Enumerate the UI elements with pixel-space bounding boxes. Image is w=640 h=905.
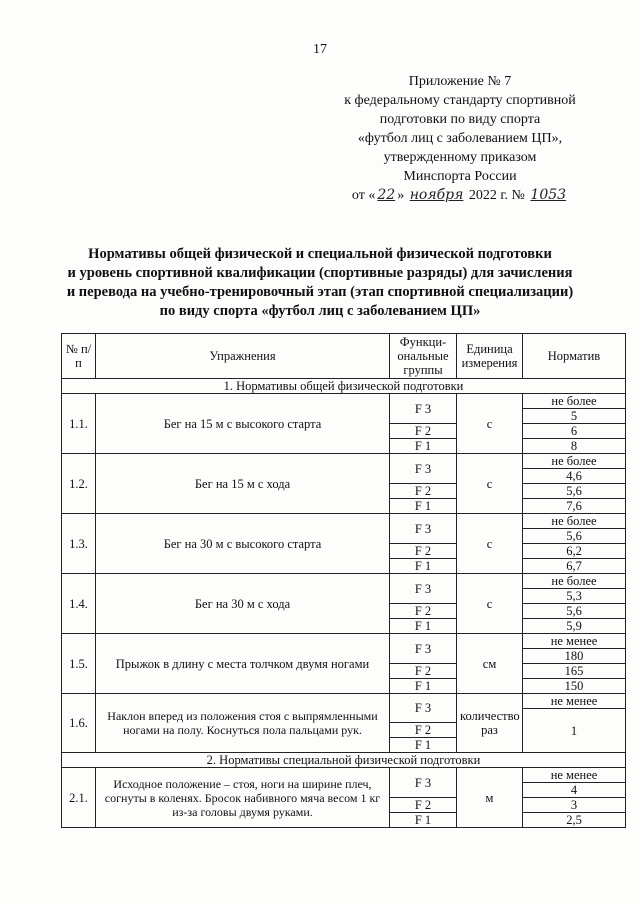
table-row	[62, 694, 626, 709]
row-group: F 1	[390, 679, 457, 694]
row-qualifier: не менее	[523, 694, 626, 709]
header-norm: Норматив	[523, 334, 626, 379]
row-num: 1.3.	[62, 514, 96, 574]
row-group: F 3	[390, 454, 457, 484]
section-row	[62, 753, 626, 768]
table-row	[62, 768, 626, 783]
appendix-line: к федеральному стандарту спортивной	[344, 93, 576, 108]
row-unit: с	[457, 454, 523, 514]
row-value: 180	[523, 649, 626, 664]
row-num: 1.1.	[62, 394, 96, 454]
row-qualifier: не более	[523, 514, 626, 529]
row-unit: с	[457, 574, 523, 634]
title-line: по виду спорта «футбол лиц с заболеванием ЦП»	[159, 303, 481, 319]
row-qualifier: не менее	[523, 768, 626, 783]
row-value: 7,6	[523, 499, 626, 514]
row-qualifier: не более	[523, 574, 626, 589]
row-value: 6,2	[523, 544, 626, 559]
row-group: F 1	[390, 499, 457, 514]
appendix-line: утвержденному приказом	[383, 150, 537, 165]
order-day: 22	[377, 187, 396, 203]
row-value: 6,7	[523, 559, 626, 574]
header-num: № п/п	[62, 334, 96, 379]
order-mid: »	[397, 188, 405, 203]
page-number: 17	[313, 42, 327, 57]
row-exercise: Бег на 15 м с хода	[96, 454, 390, 514]
row-value: 5,6	[523, 604, 626, 619]
row-exercise: Бег на 15 м с высокого старта	[96, 394, 390, 454]
order-year: 2022 г. №	[468, 188, 525, 203]
row-group: F 1	[390, 738, 457, 753]
header-unit: Единица измерения	[457, 334, 523, 379]
header-exercise: Упражнения	[96, 334, 390, 379]
appendix-line: подготовки по виду спорта	[379, 112, 541, 127]
row-value: 5,9	[523, 619, 626, 634]
row-unit: м	[457, 768, 523, 828]
row-group: F 2	[390, 484, 457, 499]
row-num: 1.6.	[62, 694, 96, 753]
row-value: 5,6	[523, 484, 626, 499]
row-group: F 1	[390, 619, 457, 634]
row-value: 4,6	[523, 469, 626, 484]
row-value: 3	[523, 798, 626, 813]
row-value: 150	[523, 679, 626, 694]
header-groups: Функци-ональные группы	[390, 334, 457, 379]
order-line	[310, 186, 610, 205]
row-exercise: Прыжок в длину с места толчком двумя ногами	[96, 634, 390, 694]
row-qualifier: не менее	[523, 634, 626, 649]
document-title	[40, 245, 600, 321]
appendix-line: Минспорта России	[403, 169, 517, 184]
row-value: 5,3	[523, 589, 626, 604]
row-value: 8	[523, 439, 626, 454]
row-unit: количество раз	[457, 694, 523, 753]
table-row	[62, 454, 626, 469]
row-group: F 1	[390, 439, 457, 454]
row-value: 1	[523, 709, 626, 753]
title-line: и уровень спортивной квалификации (спортивные разряды) для зачисления	[67, 265, 573, 281]
row-qualifier: не более	[523, 394, 626, 409]
row-group: F 3	[390, 634, 457, 664]
appendix-block	[310, 72, 610, 205]
order-number: 1053	[530, 187, 567, 203]
row-group: F 2	[390, 604, 457, 619]
table-row	[62, 394, 626, 409]
row-group: F 3	[390, 694, 457, 723]
section-title: 2. Нормативы специальной физической подготовки	[62, 753, 626, 768]
row-unit: с	[457, 514, 523, 574]
row-exercise: Исходное положение – стоя, ноги на ширине плеч, согнуты в коленях. Бросок набивного мяча весом 1 кг из-за головы двумя руками.	[96, 768, 390, 828]
order-month: ноября	[409, 187, 464, 203]
row-exercise: Бег на 30 м с высокого старта	[96, 514, 390, 574]
row-value: 4	[523, 783, 626, 798]
appendix-line: «футбол лиц с заболеванием ЦП»,	[357, 131, 563, 146]
row-value: 5	[523, 409, 626, 424]
section-title: 1. Нормативы общей физической подготовки	[62, 379, 626, 394]
row-num: 1.2.	[62, 454, 96, 514]
row-num: 1.4.	[62, 574, 96, 634]
row-group: F 2	[390, 424, 457, 439]
row-qualifier: не более	[523, 454, 626, 469]
row-group: F 1	[390, 559, 457, 574]
appendix-line: Приложение № 7	[408, 74, 512, 89]
table-row	[62, 574, 626, 589]
row-group: F 1	[390, 813, 457, 828]
table-row	[62, 514, 626, 529]
row-group: F 3	[390, 514, 457, 544]
row-exercise: Бег на 30 м с хода	[96, 574, 390, 634]
row-group: F 2	[390, 798, 457, 813]
row-unit: с	[457, 394, 523, 454]
title-line: Нормативы общей физической и специальной физической подготовки	[88, 246, 552, 262]
table-row	[62, 634, 626, 649]
row-unit: см	[457, 634, 523, 694]
row-value: 6	[523, 424, 626, 439]
row-exercise: Наклон вперед из положения стоя с выпрямленными ногами на полу. Коснуться пола пальцами рук.	[96, 694, 390, 753]
row-value: 165	[523, 664, 626, 679]
row-num: 1.5.	[62, 634, 96, 694]
row-value: 2,5	[523, 813, 626, 828]
row-group: F 3	[390, 394, 457, 424]
row-group: F 2	[390, 664, 457, 679]
order-prefix: от «	[351, 188, 376, 203]
table-header-row	[62, 334, 626, 379]
row-group: F 2	[390, 723, 457, 738]
norms-table	[61, 333, 626, 828]
section-row	[62, 379, 626, 394]
row-group: F 3	[390, 574, 457, 604]
row-group: F 2	[390, 544, 457, 559]
row-num: 2.1.	[62, 768, 96, 828]
title-line: и перевода на учебно-тренировочный этап (этап спортивной специализации)	[66, 284, 574, 300]
row-group: F 3	[390, 768, 457, 798]
row-value: 5,6	[523, 529, 626, 544]
